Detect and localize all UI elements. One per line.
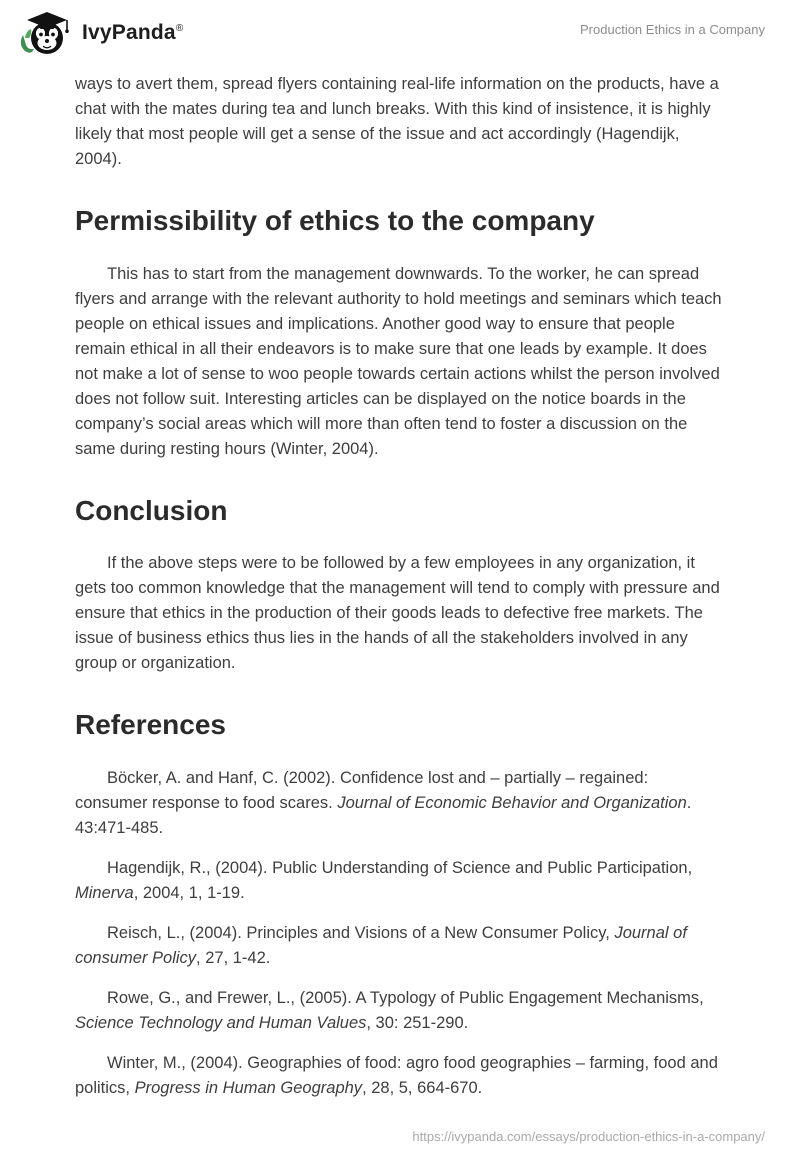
page-header (0, 0, 800, 62)
ivypanda-logo (16, 8, 183, 58)
reference-text: Reisch, L., (2004). Principles and Visions of a New Consumer Policy, (107, 923, 615, 942)
reference-text: Winter, M., (2004). Geographies of food: agro food geographies – farming, food and politics, (75, 1053, 718, 1097)
reference-journal: Journal of Economic Behavior and Organization (337, 793, 687, 812)
reference-item (75, 921, 722, 971)
brand-name (82, 21, 183, 45)
reference-text: , 30: 251-290. (366, 1013, 469, 1032)
source-url-link[interactable]: https://ivypanda.com/essays/production-ethics-in-a-company/ (412, 1129, 765, 1144)
registered-mark: ® (175, 23, 184, 34)
section-heading-references: References (75, 709, 226, 741)
document-title: Production Ethics in a Company (580, 22, 765, 37)
reference-item (75, 856, 722, 906)
reference-text: Böcker, A. and Hanf, C. (2002). Confidence lost and – partially – regained: consumer response to food scares. (75, 768, 649, 812)
reference-text: , 2004, 1, 1-19. (133, 883, 245, 902)
reference-journal: Science Technology and Human Values (75, 1013, 367, 1032)
paragraph-conclusion: If the above steps were to be followed by a few employees in any organization, it gets too common knowledge that the management will tend to comply with pressure and ensure that ethics in the production of their goods leads to defective free markets. The issue of business ethics thus lies in the hands of all the stakeholders involved in any group or organization. (75, 554, 720, 673)
paragraph-permissibility: This has to start from the management downwards. To the worker, he can spread flyers and arrange with the relevant authority to hold meetings and seminars which teach people on ethical issues and implications. Another good way to ensure that people remain ethical in all their endeavors is to make sure that one leads by example. It does not make a lot of sense to woo people towards certain actions whilst the person involved does not follow suit. Interesting articles can be displayed on the notice boards in the company’s social areas which will more than often tend to foster a discussion on the same during resting hours (Winter, 2004). (75, 264, 722, 458)
reference-item (75, 766, 722, 841)
reference-item (75, 986, 722, 1036)
reference-text: , 27, 1-42. (196, 948, 271, 967)
reference-text: Hagendijk, R., (2004). Public Understanding of Science and Public Participation, (107, 858, 693, 877)
reference-text: . 43:471-485. (75, 793, 692, 837)
reference-journal: Journal of consumer Policy (75, 923, 687, 967)
reference-journal: Minerva (75, 883, 134, 902)
reference-text: Rowe, G., and Frewer, L., (2005). A Typology of Public Engagement Mechanisms, (107, 988, 704, 1007)
reference-text: , 28, 5, 664-670. (362, 1078, 483, 1097)
panda-graduation-cap-icon (16, 8, 74, 58)
section-heading-conclusion: Conclusion (75, 494, 228, 526)
reference-item (75, 1051, 722, 1101)
paragraph-continuation: ways to avert them, spread flyers containing real-life information on the products, have a chat with the mates during tea and lunch breaks. With this kind of insistence, it is highly likely that most people will get a sense of the issue and act accordingly (Hagendijk, 2004). (75, 75, 719, 168)
essay-content (0, 62, 800, 1101)
reference-journal: Progress in Human Geography (134, 1078, 363, 1097)
brand-name-text: IvyPanda (82, 21, 176, 44)
page-footer (412, 1129, 765, 1144)
section-heading-permissibility: Permissibility of ethics to the company (75, 205, 595, 236)
